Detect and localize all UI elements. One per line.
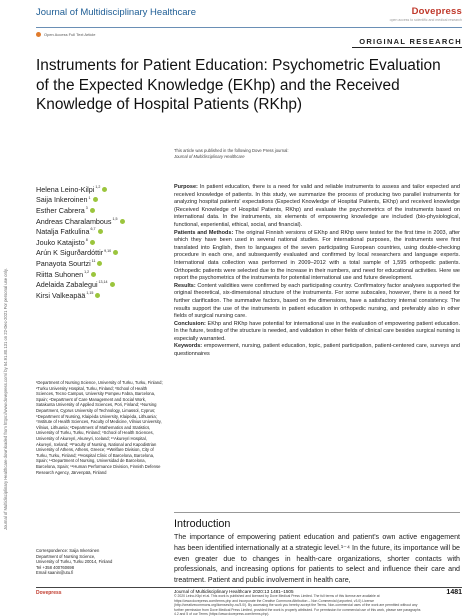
author-item[interactable] — [36, 248, 166, 259]
abstract-keywords-text: empowerment, nursing, patient education, topic, patient participation, patient-centered care, surveys and questionnaires — [174, 343, 460, 358]
author-affiliation-ref: 11 — [91, 259, 96, 264]
footer-journal-line[interactable]: Journal of Multidisciplinary Healthcare 2020:13 1481–1505 — [174, 589, 294, 594]
section-label: ORIGINAL RESEARCH — [359, 37, 462, 46]
author-affiliation-ref: 1,2 — [95, 185, 101, 189]
affiliations: ¹Department of Nursing Science, University of Turku, Turku, Finland; ²Turku University Hospital, Turku, Finland; ³School of Health Sciences, Tecno Campus, University Pompeu Fabra, Barcelona, Spain; ⁴Department of Care Management and Social Work, Satakunta University of Applied Sciences, Pori, Finland; ⁵Nursing Department, Cyprus University of Technology, Limassol, Cyprus; ⁶Department of Nursing, Klaipėda University, Klaipėda, Lithuania; ⁷Institute of Health Sciences, Faculty of Medicine, Vilnius University, Vilnius, Lithuania; ⁸Department of Mathematics and Statistics, University of Turku, Turku, Finland; ⁹School of Health Sciences, University of Akureyri, Akureyri, Iceland; ¹⁰Akureyri Hospital, Akureyri, Iceland; ¹¹Faculty of Nursing, National and Kapodistrian University of Athens, Athens, Greece; ¹²Welfare Division, City of Turku, Turku, Finland; ¹³Hospital Clinic of Barcelona, Barcelona, Spain; ¹⁴Department of Nursing, Universidad de Barcelona, Barcelona, Spain; ¹⁵Human Performance Division, Finnish Defense Research Agency, Järvenpää, Finland — [36, 380, 163, 475]
abstract-conclusion-label: Conclusion: — [174, 320, 206, 327]
footer-divider — [36, 587, 462, 588]
footer-license: © 2020 Leino-Kilpi et al. This work is published and licensed by Dove Medical Press Limited. The full terms of this license are available at https://www.dovepress.com/terms.php and incorporate the Creative Commons Attribution – Non Commercial (unported, v3.0) License (http://creativecommons.org/licenses/by-nc/3.0/). By accessing the work you hereby accept the Terms. Non-commercial uses of the work are permitted without any further permission from Dove Medical Press Limited, provided the work is properly attributed. For permission for commercial use of this work, please see paragraphs 4.2 and 5 of our Terms (https://www.dovepress.com/terms.php). — [174, 594, 421, 616]
author-name[interactable]: Kirsi Valkeapää — [36, 290, 86, 300]
abstract-keywords — [174, 343, 460, 358]
author-name[interactable]: Helena Leino-Kilpi — [36, 184, 95, 194]
author-name[interactable]: Jouko Katajisto — [36, 237, 85, 247]
author-item[interactable] — [36, 279, 166, 290]
footer-text — [174, 590, 424, 616]
orcid-icon[interactable] — [120, 219, 125, 224]
correspondence-email[interactable]: Email saanin@utu.fi — [36, 570, 74, 576]
orcid-icon[interactable] — [95, 293, 100, 298]
orcid-icon[interactable] — [90, 240, 95, 245]
orcid-icon[interactable] — [97, 261, 102, 266]
author-item[interactable] — [36, 216, 166, 227]
author-affiliation-ref: 1,2 — [84, 269, 90, 274]
abstract-results — [174, 283, 460, 321]
publisher-logo[interactable]: Dovepress — [411, 6, 462, 17]
abstract-purpose-text: In patient education, there is a need for valid and reliable instruments to assess and tailor expected and received knowledge of patients. In this study, we summarize the process of producing two parallel instruments for analyzing hospital patients' expectations (Expected Knowledge of Hospital Patients, EKhp) and received knowledge (Received Knowledge of Hospital Patients, RKhp) and evaluate the psychometrics of the instruments based on international data. In the instruments, six elements of empowering knowledge are included (bio-physiological, functional, experiential, ethical, social, and financial). — [174, 184, 460, 228]
abstract-purpose-label: Purpose: — [174, 184, 198, 190]
orcid-icon[interactable] — [102, 187, 107, 192]
abstract-keywords-label: Keywords: — [174, 343, 203, 350]
orcid-icon[interactable] — [98, 229, 103, 234]
abstract-methods — [174, 230, 460, 283]
open-access-label: Open Access Full Text Article — [44, 32, 96, 37]
article-title: Instruments for Patient Education: Psychometric Evaluation of the Expected Knowledge (EKhp) and the Received Knowledge of Hospital Patients (RKhp) — [36, 57, 441, 113]
abstract — [174, 184, 460, 359]
author-item[interactable] — [36, 258, 166, 269]
correspondence-address-line: University of Turku, Turku 20014, Finland — [36, 559, 113, 565]
author-affiliation-ref: 9,10 — [104, 248, 112, 253]
author-affiliation-ref: 1,15 — [86, 290, 94, 295]
abstract-divider — [174, 512, 460, 513]
open-access-icon — [36, 32, 41, 37]
orcid-icon[interactable] — [90, 208, 95, 213]
publication-note-line: This article was published in the following Dove Press journal: — [174, 148, 289, 153]
download-watermark — [3, 100, 17, 530]
author-name[interactable]: Panayota Sourtzi — [36, 258, 91, 268]
author-name[interactable]: Adelaida Zabalegui — [36, 280, 98, 290]
author-affiliation-ref: 8 — [85, 237, 88, 242]
author-item[interactable] — [36, 237, 166, 248]
introduction-text: The importance of empowering patient education and patient's own active engagement has been identified internationally at a strategic level.¹⁻⁴ In the future, its importance will be even greater due to changes in health-care organizations, shorter contacts with professionals, and increasing options for patients to select and influence their care and treatment. Patient and public involvement in health care, — [174, 533, 460, 585]
author-name[interactable]: Natalja Fatkulina — [36, 227, 90, 237]
correspondence-label: Correspondence: Saija Inkeroinen — [36, 548, 100, 553]
introduction-heading: Introduction — [174, 518, 231, 530]
author-name[interactable]: Esther Cabrera — [36, 205, 85, 215]
author-affiliation-ref: 13,14 — [98, 280, 108, 285]
author-item[interactable] — [36, 184, 166, 195]
publisher-tagline: open access to scientific and medical research — [389, 18, 462, 22]
correspondence — [36, 548, 164, 576]
section-divider — [352, 47, 462, 48]
author-name[interactable]: Riitta Suhonen — [36, 269, 84, 279]
author-affiliation-ref: 3 — [85, 206, 88, 211]
download-watermark-text: Journal of Multidisciplinary Healthcare downloaded from https://www.dovepress.com/ by 54.91.80.131 on 22-Dec-2021 For personal use only. — [3, 268, 8, 530]
author-item[interactable] — [36, 195, 166, 206]
abstract-methods-label: Patients and Methods: — [174, 229, 234, 236]
footer-publisher-logo[interactable]: Dovepress — [36, 590, 62, 596]
author-affiliation-ref: 6,7 — [90, 227, 96, 232]
open-access-badge — [36, 32, 96, 37]
orcid-icon[interactable] — [113, 250, 118, 255]
header-divider — [36, 27, 462, 28]
orcid-icon[interactable] — [93, 197, 98, 202]
abstract-purpose — [174, 184, 460, 230]
author-item[interactable] — [36, 226, 166, 237]
abstract-results-text: Content validities were confirmed by each participating country. Confirmatory factor analyses supported the original theoretical, six-dimensional structure of the instruments. For some subscales, however, there is a need for further clarification. The summative factors, based on the dimensions, have a satisfactory internal consistency. The results support the use of the instruments in patient education in orthopedic nursing, and preferably also in other fields of surgical nursing care. — [174, 282, 460, 320]
publication-note — [174, 148, 289, 159]
author-item[interactable] — [36, 290, 166, 301]
abstract-results-label: Results: — [174, 282, 196, 289]
author-name[interactable]: Saija Inkeroinen — [36, 195, 88, 205]
author-name[interactable]: Andreas Charalambous — [36, 216, 112, 226]
abstract-conclusion — [174, 321, 460, 344]
author-name[interactable]: Arún K Sigurðardóttir — [36, 248, 104, 258]
correspondence-address-line: Department of Nursing Science, — [36, 553, 96, 559]
correspondence-phone: Tel +358 400760698 — [36, 564, 75, 570]
author-affiliation-ref: 1,5 — [112, 216, 118, 221]
orcid-icon[interactable] — [91, 272, 96, 277]
abstract-conclusion-text: EKhp and RKhp have potential for international use in the evaluation of empowering patient education. In the future, testing of the structure is needed, and validation in other fields of clinical care besides surgical nursing is especially warranted. — [174, 320, 460, 342]
orcid-icon[interactable] — [110, 282, 115, 287]
author-affiliation-ref: 1 — [88, 195, 91, 200]
abstract-methods-text: The original Finnish versions of EKhp and RKhp were tested for the first time in 2003, after which they have been used in several national studies. For international purposes, the instruments were first translated into English, then to languages of the seven participating European countries, using double-checking procedure in each one, and subsequently evaluated and confirmed by local researchers and language experts. International data collection was performed in 2009–2012 with a total sample of 1,595 orthopedic patients. Orthopedic patients were selected due to the increase in their numbers, and need for educational activities. Here we report the psychometrics of the instruments for potential international use and future development. — [174, 229, 460, 282]
author-item[interactable] — [36, 269, 166, 280]
publication-note-journal[interactable]: Journal of Multidisciplinary Healthcare — [174, 153, 245, 159]
author-list — [36, 184, 166, 301]
author-item[interactable] — [36, 205, 166, 216]
page-number: 1481 — [446, 589, 462, 596]
journal-title[interactable]: Journal of Multidisciplinary Healthcare — [36, 7, 196, 18]
